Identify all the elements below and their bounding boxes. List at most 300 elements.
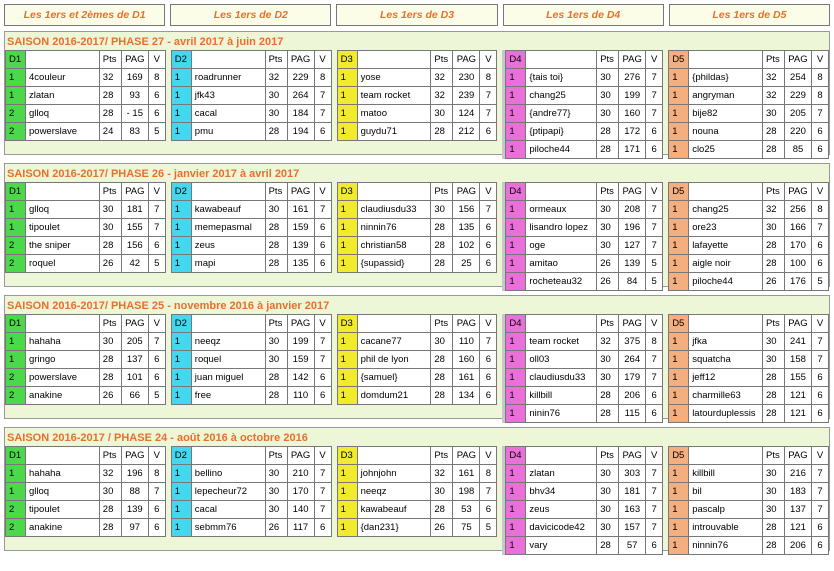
empty-cell [357,537,431,555]
table-header-row [506,315,663,333]
empty-row [337,405,497,423]
table-row [669,369,829,387]
player-name: guydu71 [357,123,431,141]
pag-cell: 176 [784,273,811,291]
division-d5 [668,182,829,291]
player-name: bil [689,483,763,501]
pts-cell: 30 [597,501,619,519]
rank-cell: 1 [337,123,357,141]
pag-cell: 170 [784,237,811,255]
pag-cell: 229 [784,87,811,105]
empty-cell [287,405,314,423]
player-name: jfk43 [191,87,265,105]
player-name: juan miguel [191,369,265,387]
pts-cell: 30 [431,105,453,123]
pts-cell: 28 [431,219,453,237]
player-name: jfka [689,333,763,351]
rank-cell: 1 [669,519,689,537]
rank-cell: 1 [337,483,357,501]
rank-cell: 1 [506,141,526,159]
division-label: D3 [337,51,357,69]
table-row [506,237,663,255]
table-row [506,201,663,219]
pag-header: PAG [453,447,480,465]
pag-cell: 264 [287,87,314,105]
pag-cell: 161 [453,369,480,387]
v-cell: 6 [811,405,828,423]
player-name: lepecheur72 [191,483,265,501]
name-header [526,447,597,465]
pts-cell: 28 [431,255,453,273]
division-d4 [502,446,663,555]
player-name: nouna [689,123,763,141]
v-cell: 6 [480,369,497,387]
empty-cell [265,141,287,159]
table-header-row [337,447,497,465]
pts-cell: 28 [762,369,784,387]
empty-row [6,141,166,159]
v-header: V [148,315,165,333]
table-row [6,219,166,237]
player-name: vary [526,537,597,555]
v-cell: 5 [646,273,663,291]
table-row [669,519,829,537]
pts-header: Pts [99,315,121,333]
rank-cell: 1 [506,465,526,483]
pts-header: Pts [99,447,121,465]
pag-cell: 375 [619,333,646,351]
pts-header: Pts [597,447,619,465]
rank-cell: 1 [337,237,357,255]
player-name: memepasmal [191,219,265,237]
empty-cell [480,405,497,423]
v-header: V [811,447,828,465]
pag-header: PAG [619,183,646,201]
player-name: ninnin76 [689,537,763,555]
pag-cell: 166 [784,219,811,237]
division-d3 [337,446,498,555]
pag-cell: 139 [619,255,646,273]
pag-header: PAG [287,315,314,333]
pag-cell: 53 [453,501,480,519]
player-name: {phildas} [689,69,763,87]
v-cell: 7 [480,483,497,501]
v-cell: 8 [148,69,165,87]
empty-cell [265,273,287,291]
v-cell: 8 [480,69,497,87]
v-cell: 7 [646,201,663,219]
pts-cell: 30 [431,483,453,501]
player-name: killbill [689,465,763,483]
rank-cell: 2 [6,519,26,537]
v-cell: 7 [646,105,663,123]
header-d5: Les 1ers de D5 [669,4,830,26]
player-name: ore23 [689,219,763,237]
v-cell: 8 [646,333,663,351]
pts-cell: 28 [762,123,784,141]
rank-cell: 1 [6,69,26,87]
pts-cell: 28 [431,351,453,369]
player-name: hahaha [26,333,100,351]
empty-cell [121,405,148,423]
empty-cell [6,405,26,423]
empty-row [171,141,331,159]
v-header: V [646,183,663,201]
v-cell: 6 [148,519,165,537]
rank-cell: 1 [6,351,26,369]
player-name: {supassid} [357,255,431,273]
phases-container [4,31,830,559]
table-row [337,87,497,105]
phase-panel [4,427,830,551]
v-cell: 7 [811,465,828,483]
table-row [669,69,829,87]
player-name: ninnin76 [357,219,431,237]
table-row [669,255,829,273]
rank-cell: 1 [506,105,526,123]
table-row [171,87,331,105]
v-cell: 6 [314,369,331,387]
division-label: D2 [171,183,191,201]
division-d1 [5,50,166,159]
v-cell: 6 [480,255,497,273]
v-cell: 6 [148,87,165,105]
v-cell: 7 [646,519,663,537]
rank-cell: 1 [337,351,357,369]
division-label: D3 [337,315,357,333]
pag-cell: 83 [121,123,148,141]
rank-cell: 1 [669,105,689,123]
empty-cell [26,537,100,555]
rank-cell: 1 [337,387,357,405]
rank-cell: 1 [506,87,526,105]
player-name: christian58 [357,237,431,255]
v-cell: 8 [811,87,828,105]
v-cell: 6 [148,351,165,369]
table-row [337,519,497,537]
pts-cell: 28 [99,105,121,123]
pag-cell: 205 [784,105,811,123]
pts-cell: 32 [265,69,287,87]
empty-cell [480,141,497,159]
rank-cell: 1 [506,537,526,555]
table-row [506,255,663,273]
division-table [505,182,663,291]
pts-header: Pts [265,51,287,69]
player-name: glloq [26,105,100,123]
pts-cell: 30 [265,87,287,105]
v-cell: 7 [646,501,663,519]
empty-cell [171,141,191,159]
player-name: {ptipapi} [526,123,597,141]
rank-cell: 1 [506,273,526,291]
pag-cell: 135 [287,255,314,273]
rank-cell: 1 [6,483,26,501]
player-name: hahaha [26,465,100,483]
table-row [6,69,166,87]
rank-cell: 2 [6,387,26,405]
v-cell: 7 [646,483,663,501]
empty-cell [121,141,148,159]
pts-cell: 30 [265,351,287,369]
division-d1 [5,314,166,423]
pag-cell: 276 [619,69,646,87]
table-header-row [337,51,497,69]
player-name: pmu [191,123,265,141]
table-row [171,201,331,219]
v-cell: 7 [646,219,663,237]
table-row [171,351,331,369]
pts-cell: 28 [431,387,453,405]
pts-cell: 30 [597,87,619,105]
table-row [669,273,829,291]
v-cell: 6 [646,123,663,141]
v-cell: 5 [811,273,828,291]
pag-cell: 183 [784,483,811,501]
division-label: D1 [6,315,26,333]
name-header [689,183,763,201]
table-header-row [6,447,166,465]
table-row [6,201,166,219]
v-cell: 7 [148,333,165,351]
rank-cell: 1 [337,369,357,387]
table-row [506,219,663,237]
v-header: V [480,315,497,333]
division-d4 [502,314,663,423]
pag-cell: - 15 [121,105,148,123]
player-name: introuvable [689,519,763,537]
phase-title: SAISON 2016-2017/ PHASE 27 - avril 2017 à juin 2017 [7,36,284,48]
empty-cell [480,273,497,291]
pag-cell: 254 [784,69,811,87]
player-name: johnjohn [357,465,431,483]
pag-cell: 181 [619,483,646,501]
top-header [4,4,830,26]
division-label: D5 [669,51,689,69]
rank-cell: 1 [6,219,26,237]
rank-cell: 1 [337,87,357,105]
pts-cell: 30 [597,201,619,219]
pag-cell: 161 [453,465,480,483]
pag-header: PAG [619,315,646,333]
v-header: V [314,51,331,69]
v-cell: 7 [148,201,165,219]
rank-cell: 1 [171,501,191,519]
pts-header: Pts [431,315,453,333]
table-header-row [171,51,331,69]
pts-cell: 32 [762,201,784,219]
v-header: V [811,183,828,201]
pts-cell: 28 [762,405,784,423]
empty-cell [357,273,431,291]
empty-cell [26,405,100,423]
rank-cell: 1 [669,333,689,351]
rank-cell: 1 [669,273,689,291]
table-header-row [669,183,829,201]
player-name: chang25 [689,201,763,219]
division-d4 [502,182,663,291]
pts-cell: 28 [265,219,287,237]
pag-cell: 101 [121,369,148,387]
table-row [669,501,829,519]
rank-cell: 1 [337,201,357,219]
rank-cell: 1 [171,519,191,537]
v-header: V [646,447,663,465]
v-cell: 6 [314,219,331,237]
table-row [669,483,829,501]
player-name: anakine [26,519,100,537]
player-name: jeff12 [689,369,763,387]
empty-cell [148,141,165,159]
table-row [337,501,497,519]
empty-cell [148,405,165,423]
rank-cell: 2 [6,237,26,255]
pag-cell: 42 [121,255,148,273]
player-name: team rocket [357,87,431,105]
table-row [337,219,497,237]
player-name: {samuel} [357,369,431,387]
player-name: rocheteau32 [526,273,597,291]
table-row [171,369,331,387]
rank-cell: 1 [171,351,191,369]
rank-cell: 1 [337,255,357,273]
table-header-row [171,315,331,333]
division-d5 [668,446,829,555]
rank-cell: 2 [6,123,26,141]
player-name: roquel [26,255,100,273]
table-row [171,387,331,405]
v-cell: 7 [646,237,663,255]
table-row [669,219,829,237]
v-cell: 6 [314,255,331,273]
rank-cell: 1 [669,501,689,519]
empty-cell [6,141,26,159]
empty-cell [99,141,121,159]
pts-cell: 28 [762,237,784,255]
pts-cell: 30 [431,333,453,351]
player-name: lisandro lopez [526,219,597,237]
pag-header: PAG [619,447,646,465]
v-cell: 6 [811,237,828,255]
header-d2: Les 1ers de D2 [170,4,331,26]
division-d2 [171,314,332,423]
player-name: powerslave [26,123,100,141]
empty-cell [265,537,287,555]
pag-cell: 172 [619,123,646,141]
player-name: {tais toi} [526,69,597,87]
table-row [669,201,829,219]
pag-cell: 194 [287,123,314,141]
name-header [689,51,763,69]
table-row [669,87,829,105]
v-header: V [480,183,497,201]
table-row [171,483,331,501]
table-row [171,465,331,483]
name-header [357,315,431,333]
divisions-row [5,182,829,291]
table-row [6,519,166,537]
v-header: V [148,51,165,69]
table-row [171,69,331,87]
empty-cell [314,405,331,423]
rank-cell: 1 [506,369,526,387]
rank-cell: 1 [337,465,357,483]
division-label: D4 [506,315,526,333]
v-header: V [811,315,828,333]
v-cell: 6 [480,219,497,237]
pts-header: Pts [265,183,287,201]
v-cell: 6 [811,123,828,141]
empty-cell [431,273,453,291]
pag-cell: 155 [121,219,148,237]
pag-cell: 137 [121,351,148,369]
rank-cell: 1 [337,105,357,123]
rank-cell: 1 [506,483,526,501]
pts-header: Pts [762,447,784,465]
table-row [506,87,663,105]
pag-cell: 216 [784,465,811,483]
division-label: D2 [171,315,191,333]
table-row [506,387,663,405]
player-name: roquel [191,351,265,369]
player-name: zeus [191,237,265,255]
rank-cell: 1 [171,369,191,387]
name-header [689,315,763,333]
empty-cell [314,273,331,291]
empty-cell [453,141,480,159]
table-row [6,387,166,405]
table-row [506,501,663,519]
rank-cell: 1 [669,351,689,369]
divisions-row [5,314,829,423]
pts-cell: 30 [762,333,784,351]
pts-cell: 28 [431,369,453,387]
player-name: cacane77 [357,333,431,351]
rank-cell: 1 [506,69,526,87]
pts-cell: 26 [99,255,121,273]
name-header [526,183,597,201]
player-name: kawabeauf [191,201,265,219]
v-cell: 5 [646,255,663,273]
pts-header: Pts [762,51,784,69]
player-name: free [191,387,265,405]
pag-cell: 161 [287,201,314,219]
pts-cell: 32 [431,465,453,483]
name-header [191,447,265,465]
pts-cell: 30 [597,105,619,123]
v-cell: 6 [480,501,497,519]
player-name: bhv34 [526,483,597,501]
rank-cell: 1 [337,501,357,519]
player-name: glloq [26,201,100,219]
pag-cell: 134 [453,387,480,405]
pag-cell: 97 [121,519,148,537]
player-name: sebmm76 [191,519,265,537]
rank-cell: 1 [506,501,526,519]
v-cell: 6 [148,105,165,123]
empty-row [337,273,497,291]
pts-cell: 32 [762,69,784,87]
division-d1 [5,182,166,291]
v-header: V [646,315,663,333]
v-cell: 6 [314,387,331,405]
pag-header: PAG [453,183,480,201]
division-table [171,50,332,159]
empty-cell [453,405,480,423]
rank-cell: 1 [337,69,357,87]
table-header-row [669,315,829,333]
table-row [506,69,663,87]
